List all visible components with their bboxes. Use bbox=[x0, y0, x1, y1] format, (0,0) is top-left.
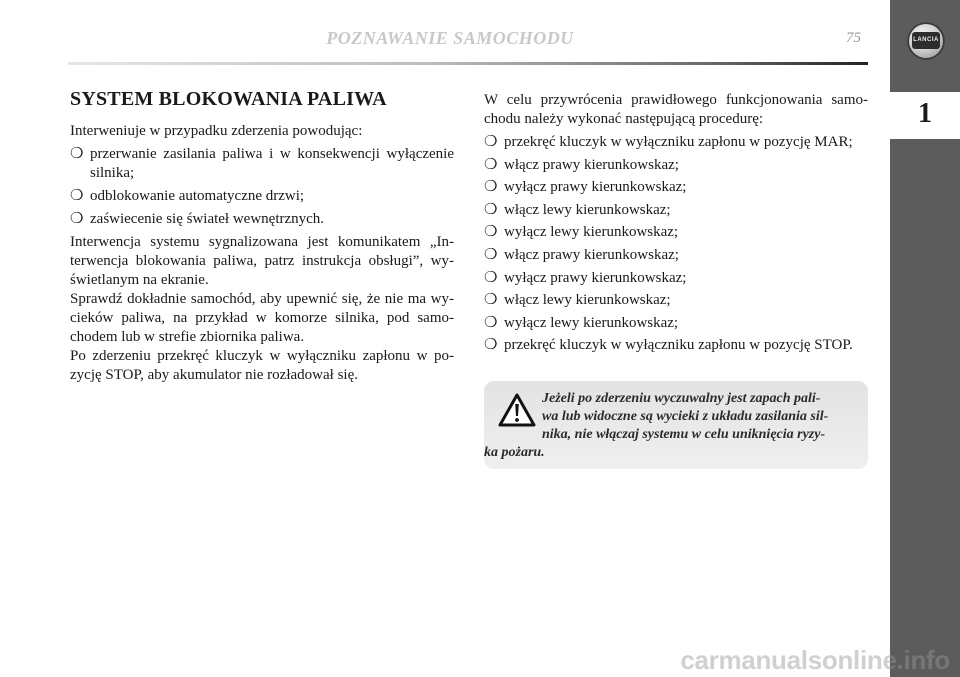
list-item: ❍ włącz lewy kierunkowskaz; bbox=[484, 292, 671, 309]
circle-bullet-icon: ❍ bbox=[484, 179, 498, 196]
circle-bullet-icon: ❍ bbox=[70, 146, 84, 162]
warning-box bbox=[484, 381, 868, 469]
section-title: SYSTEM BLOKOWANIA PALIWA bbox=[70, 88, 387, 110]
watermark: carmanualsonline.info bbox=[680, 645, 950, 675]
left-bullet-list bbox=[70, 145, 454, 229]
running-header-title: POZNAWANIE SAMOCHODU bbox=[326, 28, 574, 48]
list-item: ❍ przerwanie zasilania paliwa i w konsekwencji wyłączenie silnika; bbox=[70, 146, 454, 181]
warning-line: wa lub widoczne są wycieki z układu zasilania sil- bbox=[542, 409, 829, 424]
right-column bbox=[484, 91, 868, 359]
circle-bullet-icon: ❍ bbox=[70, 211, 84, 227]
circle-bullet-icon: ❍ bbox=[484, 337, 498, 354]
circle-bullet-icon: ❍ bbox=[484, 246, 498, 263]
list-item: ❍ zaświecenie się świateł wewnętrznych. bbox=[70, 211, 325, 227]
circle-bullet-icon: ❍ bbox=[484, 292, 498, 309]
lancia-logo-icon bbox=[907, 22, 945, 60]
circle-bullet-icon: ❍ bbox=[484, 224, 498, 241]
paragraph: Po zderzeniu przekręć kluczyk w wyłączniku zapłonu w po-zycję STOP, aby akumulator nie rozładował się. bbox=[70, 348, 454, 383]
paragraph: Interwencja systemu sygnalizowana jest komunikatem „In-terwencja blokowania paliwa, patrz instrukcja obsługi”, wy-świetlanym na ekranie. bbox=[70, 234, 454, 288]
left-column bbox=[70, 88, 454, 385]
circle-bullet-icon: ❍ bbox=[484, 269, 498, 286]
list-item: ❍ wyłącz lewy kierunkowskaz; bbox=[484, 314, 679, 331]
list-item: ❍ wyłącz prawy kierunkowskaz; bbox=[484, 269, 687, 286]
list-item: ❍ przekręć kluczyk w wyłączniku zapłonu w pozycję MAR; bbox=[484, 134, 853, 150]
list-item: ❍ wyłącz lewy kierunkowskaz; bbox=[484, 224, 679, 241]
list-item: ❍ włącz prawy kierunkowskaz; bbox=[484, 246, 679, 263]
list-item: ❍ włącz lewy kierunkowskaz; bbox=[484, 201, 671, 218]
left-intro: Interweniuje w przypadku zderzenia powodując: bbox=[70, 123, 363, 139]
circle-bullet-icon: ❍ bbox=[484, 201, 498, 218]
list-item: ❍ przekręć kluczyk w wyłączniku zapłonu w pozycję STOP. bbox=[484, 337, 853, 354]
circle-bullet-icon: ❍ bbox=[70, 188, 84, 204]
warning-line: Jeżeli po zderzeniu wyczuwalny jest zapach pali- bbox=[542, 391, 821, 406]
logo-lettering: LANCIA bbox=[912, 32, 940, 49]
right-intro: W celu przywrócenia prawidłowego funkcjonowania samo-chodu należy wykonać następującą procedurę: bbox=[484, 92, 868, 127]
circle-bullet-icon: ❍ bbox=[484, 156, 498, 173]
warning-text bbox=[484, 390, 854, 462]
procedure-list bbox=[484, 133, 868, 355]
circle-bullet-icon: ❍ bbox=[484, 134, 498, 150]
warning-line: ka pożaru. bbox=[484, 445, 545, 460]
list-item: ❍ wyłącz prawy kierunkowskaz; bbox=[484, 179, 687, 196]
page-number: 75 bbox=[846, 30, 861, 46]
list-item: ❍ odblokowanie automatyczne drzwi; bbox=[70, 188, 305, 204]
chapter-number: 1 bbox=[918, 98, 932, 129]
header-rule bbox=[68, 62, 868, 65]
warning-line: nika, nie włączaj systemu w celu uniknięcia ryzy- bbox=[542, 427, 826, 442]
list-item: ❍ włącz prawy kierunkowskaz; bbox=[484, 156, 679, 173]
circle-bullet-icon: ❍ bbox=[484, 314, 498, 331]
paragraph: Sprawdź dokładnie samochód, aby upewnić się, że nie ma wy-cieków paliwa, na przykład w komorze silnika, pod samo-chodem lub w strefie zbiornika paliwa. bbox=[70, 291, 454, 345]
